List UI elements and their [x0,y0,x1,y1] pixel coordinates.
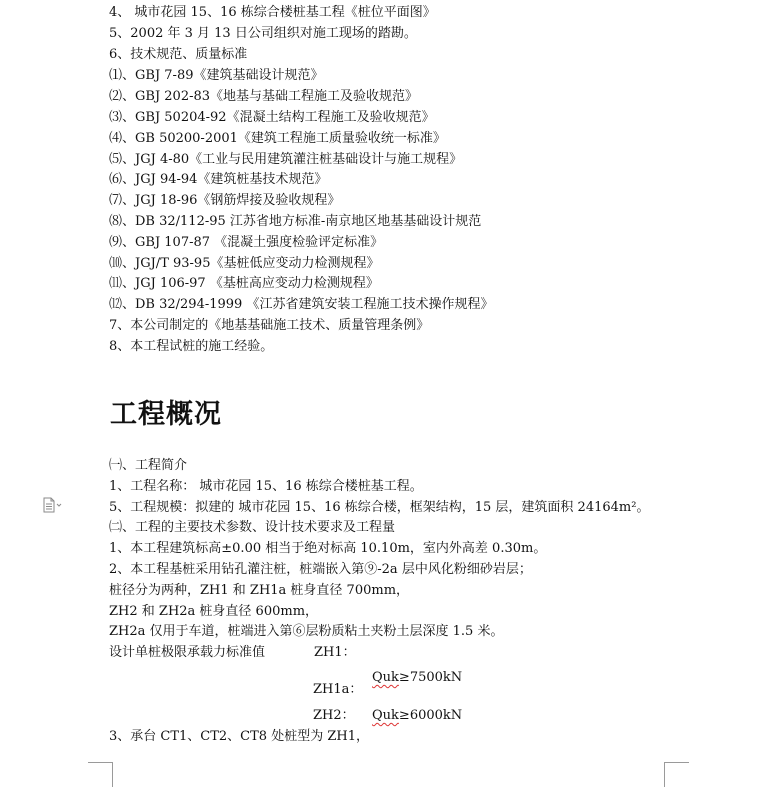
text-line: ⑿、DB 32/294-1999 《江苏省建筑安装工程施工技术操作规程》 [109,297,494,312]
document-icon[interactable] [42,497,62,513]
text-line: ZH2 和 ZH2a 桩身直径 600mm， [109,604,319,619]
text-line: ⑵、GBJ 202-83《地基与基础工程施工及验收规范》 [109,89,419,104]
text-line: ⑹、JGJ 94-94《建筑桩基技术规范》 [109,172,328,187]
text-line: ⑽、JGJ/T 93-95《基桩低应变动力检测规程》 [109,256,380,271]
pile-type-zh1a: ZH1a： [313,682,363,697]
text-line: ⑻、DB 32/112-95 江苏省地方标准-南京地区地基基础设计规范 [109,214,482,229]
section-heading: 工程概况 [110,399,222,430]
page-corner-mark [88,762,113,787]
text-line: 5、2002 年 3 月 13 日公司组织对施工现场的踏勘。 [109,26,417,41]
text-line: 6、技术规范、质量标准 [109,47,248,62]
text-line: 4、 城市花园 15、16 栋综合楼桩基工程《桩位平面图》 [109,5,436,20]
capacity-value-2 [372,707,462,725]
text-line: ZH2a 仅用于车道，桩端进入第⑥层粉质粘土夹粉土层深度 1.5 米。 [109,624,504,639]
text-line: ㈠、工程简介 [109,458,188,473]
text-line: 桩径分为两种，ZH1 和 ZH1a 桩身直径 700mm， [109,583,410,598]
text-line: ⑴、GBJ 7-89《建筑基础设计规范》 [109,68,324,83]
quk-value: ≥7500kN [398,670,463,685]
text-line: 7、本公司制定的《地基基础施工技术、质量管理条例》 [109,318,430,333]
quk-symbol: Quk [372,670,399,685]
text-line: ⑷、GB 50200-2001《建筑工程施工质量验收统一标准》 [109,131,446,146]
text-line: 1、本工程建筑标高±0.00 相当于绝对标高 10.10m，室内外高差 0.30m。 [109,541,547,556]
text-line: ⑼、GBJ 107-87 《混凝土强度检验评定标准》 [109,235,384,250]
text-line: 5、工程规模：拟建的 城市花园 15、16 栋综合楼，框架结构，15 层，建筑面积 24164m²。 [109,500,650,515]
text-line: ⑶、GBJ 50204-92《混凝土结构工程施工及验收规范》 [109,110,435,125]
text-line: 3、承台 CT1、CT2、CT8 处桩型为 ZH1， [109,729,369,744]
capacity-label: 设计单桩极限承载力标准值 [109,645,266,660]
pile-type-zh2: ZH2： [313,708,355,723]
text-line: ㈡、工程的主要技术参数、设计技术要求及工程量 [109,520,396,535]
text-line: ⑾、JGJ 106-97 《基桩高应变动力检测规程》 [109,276,379,291]
text-line: 8、本工程试桩的施工经验。 [109,339,274,354]
pile-type-zh1: ZH1： [314,645,356,660]
text-line: 2、本工程基桩采用钻孔灌注桩，桩端嵌入第⑨-2a 层中风化粉细砂岩层； [109,562,532,577]
quk-value: ≥6000kN [398,708,463,723]
quk-symbol: Quk [372,708,399,723]
text-line: ⑺、JGJ 18-96《钢筋焊接及验收规程》 [109,193,341,208]
capacity-value-1 [372,669,462,687]
page-corner-mark [664,762,689,787]
text-line: 1、工程名称： 城市花园 15、16 栋综合楼桩基工程。 [109,479,423,494]
text-line: ⑸、JGJ 4-80《工业与民用建筑灌注桩基础设计与施工规程》 [109,152,463,167]
